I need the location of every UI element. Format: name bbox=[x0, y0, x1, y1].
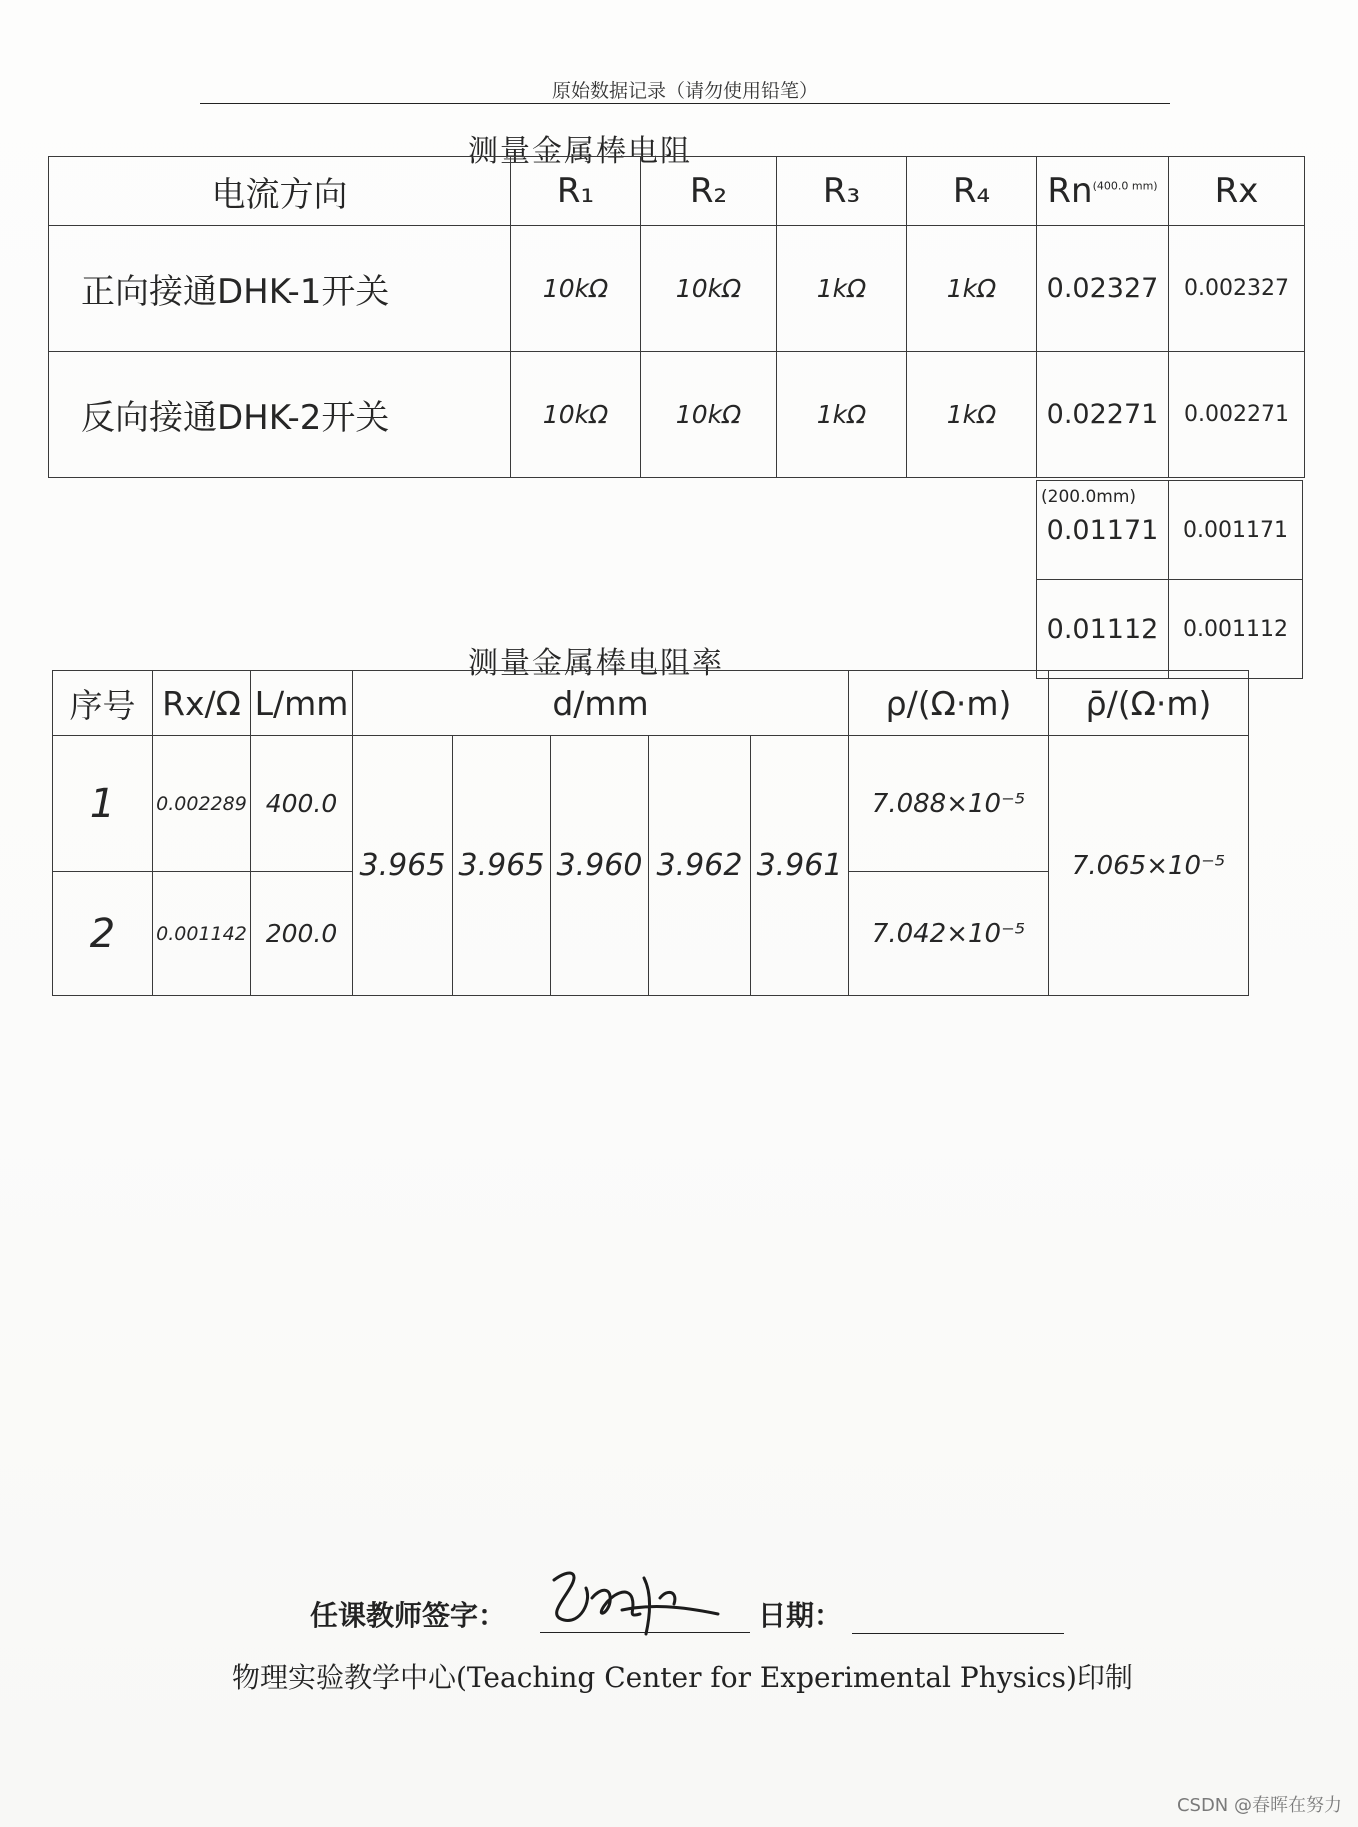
diameter-cell: 3.962 bbox=[649, 736, 751, 996]
col-header-rho-mean: ρ̄/(Ω·m) bbox=[1049, 671, 1249, 736]
rn-cell bbox=[1037, 481, 1169, 580]
seq-cell: 1 bbox=[53, 736, 153, 872]
rn-length-note: (200.0mm) bbox=[1041, 487, 1137, 507]
rx-cell: 0.002289 bbox=[153, 736, 251, 872]
rho-mean-cell: 7.065×10⁻⁵ bbox=[1049, 736, 1249, 996]
signature-scribble bbox=[540, 1558, 740, 1638]
resistance-table bbox=[48, 156, 1305, 478]
rho-cell: 7.088×10⁻⁵ bbox=[849, 736, 1049, 872]
date-label: 日期： bbox=[758, 1599, 843, 1632]
col-header-rn bbox=[1037, 157, 1169, 226]
r3-cell: 1kΩ bbox=[777, 226, 907, 352]
r2-cell: 10kΩ bbox=[641, 226, 777, 352]
r2-cell: 10kΩ bbox=[641, 352, 777, 478]
length-cell: 200.0 bbox=[251, 872, 353, 996]
r4-cell: 1kΩ bbox=[907, 352, 1037, 478]
rx-cell: 0.001171 bbox=[1169, 481, 1303, 580]
col-header-r2: R₂ bbox=[641, 157, 777, 226]
diameter-cell: 3.960 bbox=[551, 736, 649, 996]
teacher-signature-label: 任课教师签字： bbox=[310, 1599, 507, 1632]
direction-cell: 正向接通DHK-1开关 bbox=[49, 226, 511, 352]
header-rule bbox=[200, 103, 1170, 104]
resistivity-table bbox=[52, 670, 1249, 996]
resistivity-section-title: 测量金属棒电阻率 bbox=[468, 646, 724, 681]
printer-note: 物理实验教学中心(Teaching Center for Experimental Physics)印制 bbox=[232, 1661, 1133, 1694]
r1-cell: 10kΩ bbox=[511, 352, 641, 478]
rn-label: Rn bbox=[1047, 171, 1093, 211]
direction-cell: 反向接通DHK-2开关 bbox=[49, 352, 511, 478]
sheet-title: 原始数据记录（请勿使用铅笔） bbox=[551, 80, 818, 102]
col-header-rho: ρ/(Ω·m) bbox=[849, 671, 1049, 736]
table-row bbox=[1037, 580, 1303, 679]
watermark: CSDN @春晖在努力 bbox=[1176, 1795, 1342, 1816]
rn-cell: 0.02327 bbox=[1037, 226, 1169, 352]
rx-cell: 0.002327 bbox=[1169, 226, 1305, 352]
col-header-r1: R₁ bbox=[511, 157, 641, 226]
r1-cell: 10kΩ bbox=[511, 226, 641, 352]
teacher-signature bbox=[540, 1558, 740, 1642]
resistance-section-title: 测量金属棒电阻 bbox=[468, 134, 692, 169]
table-row bbox=[53, 736, 1249, 872]
rx-cell: 0.001112 bbox=[1169, 580, 1303, 679]
resistivity-header-row bbox=[53, 671, 1249, 736]
rx-cell: 0.001142 bbox=[153, 872, 251, 996]
rn-length-note: (400.0 mm) bbox=[1092, 179, 1158, 193]
date-rule bbox=[852, 1633, 1064, 1634]
r4-cell: 1kΩ bbox=[907, 226, 1037, 352]
table-row bbox=[49, 226, 1305, 352]
col-header-rx: Rx/Ω bbox=[153, 671, 251, 736]
diameter-cell: 3.965 bbox=[453, 736, 551, 996]
col-header-rx: Rx bbox=[1169, 157, 1305, 226]
col-header-direction: 电流方向 bbox=[49, 157, 511, 226]
seq-cell: 2 bbox=[53, 872, 153, 996]
diameter-cell: 3.965 bbox=[353, 736, 453, 996]
col-header-r4: R₄ bbox=[907, 157, 1037, 226]
short-rod-extension-table bbox=[1036, 480, 1303, 679]
table-row bbox=[49, 352, 1305, 478]
r3-cell: 1kΩ bbox=[777, 352, 907, 478]
col-header-r3: R₃ bbox=[777, 157, 907, 226]
rho-cell: 7.042×10⁻⁵ bbox=[849, 872, 1049, 996]
table-row bbox=[1037, 481, 1303, 580]
rx-cell: 0.002271 bbox=[1169, 352, 1305, 478]
rn-value: 0.01171 bbox=[1046, 514, 1159, 546]
diameter-cell: 3.961 bbox=[751, 736, 849, 996]
col-header-seq: 序号 bbox=[53, 671, 153, 736]
col-header-diameter: d/mm bbox=[353, 671, 849, 736]
resistance-header-row bbox=[49, 157, 1305, 226]
signature-rule bbox=[540, 1632, 750, 1633]
rn-cell: 0.01112 bbox=[1037, 580, 1169, 679]
length-cell: 400.0 bbox=[251, 736, 353, 872]
rn-cell: 0.02271 bbox=[1037, 352, 1169, 478]
col-header-length: L/mm bbox=[251, 671, 353, 736]
